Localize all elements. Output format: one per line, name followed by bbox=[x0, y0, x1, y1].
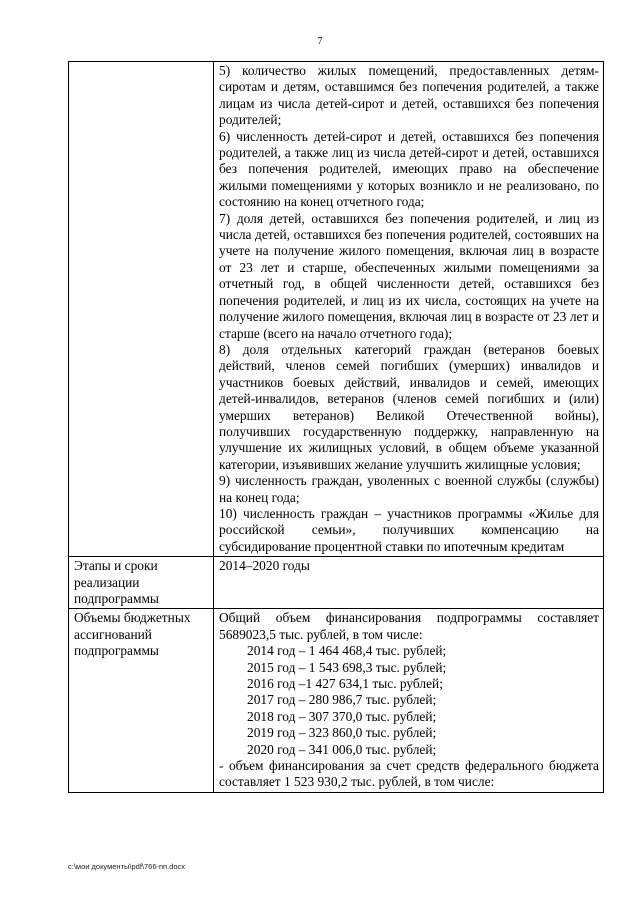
budget-federal: - объем финансирования за счет средств федерального бюджета составляет 1 523 930,2 тыс. рублей, в том числе: bbox=[219, 758, 599, 790]
indicator-item-5: 5) количество жилых помещений, предоставленных детям-сиротам и детям, оставшимся без попечения родителей, а также лицам из числа детей-сирот и детей, оставшихся без попечения родителей; bbox=[219, 63, 599, 128]
indicator-item-9: 9) численность граждан, уволенных с военной службы (службы) на конец года; bbox=[219, 473, 599, 505]
indicators-label-cell bbox=[69, 62, 214, 557]
table-row-stages bbox=[69, 557, 604, 609]
stages-label: Этапы и сроки реализации подпрограммы bbox=[69, 557, 214, 609]
budget-year-2017: 2017 год – 280 986,7 тыс. рублей; bbox=[247, 692, 437, 708]
table-row-budget bbox=[69, 609, 604, 792]
footer-file-path: c:\мои документы\pdf\766-пп.docx bbox=[68, 862, 186, 871]
subprogram-passport-table bbox=[68, 61, 604, 793]
indicators-content-cell bbox=[214, 62, 604, 557]
budget-year-2020: 2020 год – 341 006,0 тыс. рублей; bbox=[247, 741, 437, 757]
stages-value: 2014–2020 годы bbox=[214, 557, 604, 609]
budget-year-2015: 2015 год – 1 543 698,3 тыс. рублей; bbox=[247, 659, 447, 675]
budget-content-cell bbox=[214, 609, 604, 792]
indicator-item-6: 6) численность детей-сирот и детей, оставшихся без попечения родителей, а также лиц из числа детей-сирот и детей, оставшихся без попечения родителей, имеющих право на обеспечение жилыми помещениями у которых возникло и не реализовано, по состоянию на конец отчетного года; bbox=[219, 128, 599, 210]
budget-year-2014: 2014 год – 1 464 468,4 тыс. рублей; bbox=[247, 643, 447, 659]
indicator-item-10: 10) численность граждан – участников программы «Жилье для российской семьи», получивших компенсацию на субсидирование процентной ставки по ипотечным кредитам bbox=[219, 505, 599, 554]
indicator-item-8: 8) доля отдельных категорий граждан (ветеранов боевых действий, членов семей погибших (умерших) инвалидов и участников боевых действий, инвалидов и семей, имеющих детей-инвалидов, ветеранов (членов семей погибших и (или) умерших ветеранов) Великой Отечественной войны), получивших государственную поддержку, направленную на улучшение их жилищных условий, в общем объеме указанной категории, изъявивших желание улучшить жилищные условия; bbox=[219, 341, 599, 472]
budget-year-2019: 2019 год – 323 860,0 тыс. рублей; bbox=[247, 725, 437, 741]
page-number: 7 bbox=[317, 36, 323, 47]
budget-year-2018: 2018 год – 307 370,0 тыс. рублей; bbox=[247, 708, 437, 724]
budget-intro: Общий объем финансирования подпрограммы составляет 5689023,5 тыс. рублей, в том числе: bbox=[219, 610, 599, 642]
table-row-indicators bbox=[69, 62, 604, 557]
budget-year-2016: 2016 год –1 427 634,1 тыс. рублей; bbox=[247, 676, 443, 692]
budget-label: Объемы бюджетных ассигнований подпрограммы bbox=[69, 609, 214, 792]
indicator-item-7: 7) доля детей, оставшихся без попечения родителей, и лиц из числа детей, оставшихся без попечения родителей, состоявших на учете на получение жилого помещения, включая лиц в возрасте от 23 лет и старше, обеспеченных жилыми помещениями за отчетный год, в общей численности детей, оставшихся без попечения родителей, и лиц из их числа, состоящих на учете на получение жилого помещения, включая лиц в возрасте от 23 лет и старше (всего на начало отчетного года); bbox=[219, 210, 599, 341]
